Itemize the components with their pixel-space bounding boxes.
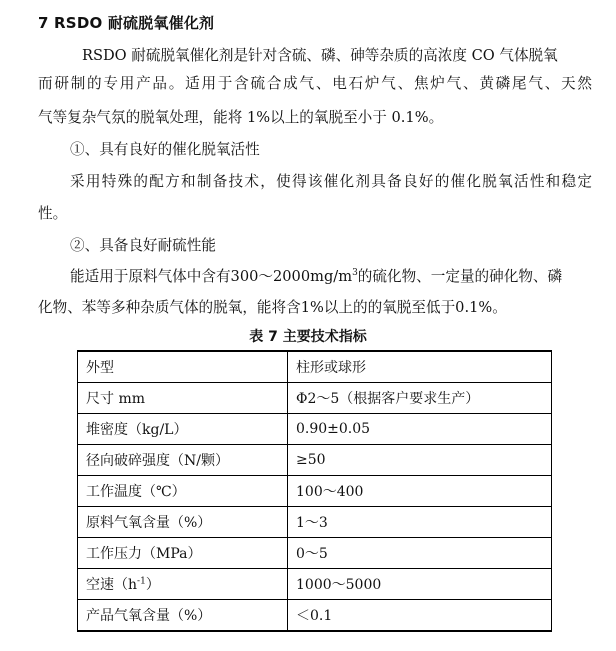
table-row [78, 538, 552, 569]
table-cell-value: Φ2～5（根据客户要求生产） [288, 383, 552, 414]
table-cell-value: 1000～5000 [288, 569, 552, 600]
table-cell-value: ＜0.1 [288, 600, 552, 632]
table-row [78, 414, 552, 445]
table-cell-value: 1～3 [288, 507, 552, 538]
table-cell-label: 外型 [78, 351, 288, 383]
table-row [78, 476, 552, 507]
space-velocity-label-end: ） [145, 577, 160, 593]
feature-1-line-1: 采用特殊的配方和制备技术，使得该催化剂具备良好的催化脱氧活性和稳定 [70, 173, 592, 190]
table-row [78, 507, 552, 538]
feature-1-line-2: 性。 [38, 205, 68, 222]
table-row [78, 445, 552, 476]
table-cell-label: 尺寸 mm [78, 383, 288, 414]
table-row [78, 569, 552, 600]
table-cell-label: 工作压力（MPa） [78, 538, 288, 569]
feature-2-line-2: 化物、苯等多种杂质气体的脱氧，能将含1%以上的的氧脱至低于0.1%。 [38, 299, 507, 316]
feature-2-line-1 [70, 267, 562, 287]
table-cell-label: 径向破碎强度（N/颗） [78, 445, 288, 476]
feature-2-line-1-text: 能适用于原料气体中含有300～2000mg/m [70, 268, 353, 285]
feature-2-title: ②、具备良好耐硫性能 [70, 237, 216, 254]
table-cell-value: 100～400 [288, 476, 552, 507]
superscript-minus-1: -1 [137, 576, 146, 587]
table-cell-value: 0～5 [288, 538, 552, 569]
table-cell-value: 0.90±0.05 [288, 414, 552, 445]
feature-1-title: ①、具有良好的催化脱氧活性 [70, 141, 260, 158]
table-row [78, 383, 552, 414]
intro-line-3: 气等复杂气氛的脱氧处理，能将 1%以上的氧脱至小于 0.1%。 [38, 109, 444, 126]
table-row [78, 351, 552, 383]
space-velocity-label: 空速（h [86, 577, 138, 593]
table-cell-label [78, 569, 288, 600]
table-cell-label: 工作温度（℃） [78, 476, 288, 507]
table-cell-label: 堆密度（kg/L） [78, 414, 288, 445]
section-title: 7 RSDO 耐硫脱氧催化剂 [38, 14, 215, 32]
table-cell-label: 产品气氧含量（%） [78, 600, 288, 632]
intro-line-2: 而研制的专用产品。适用于含硫合成气、电石炉气、焦炉气、黄磷尾气、天然 [38, 75, 592, 92]
intro-line-1: RSDO 耐硫脱氧催化剂是针对含硫、磷、砷等杂质的高浓度 CO 气体脱氧 [82, 47, 558, 64]
table-row [78, 600, 552, 632]
table-cell-value: 柱形或球形 [288, 351, 552, 383]
superscript-3: 3 [352, 268, 358, 279]
table-cell-label: 原料气氧含量（%） [78, 507, 288, 538]
spec-table [77, 350, 552, 632]
feature-2-line-1-rest: 的硫化物、一定量的砷化物、磷 [357, 268, 563, 285]
table-cell-value: ≥50 [288, 445, 552, 476]
table-caption: 表 7 主要技术指标 [249, 329, 367, 345]
